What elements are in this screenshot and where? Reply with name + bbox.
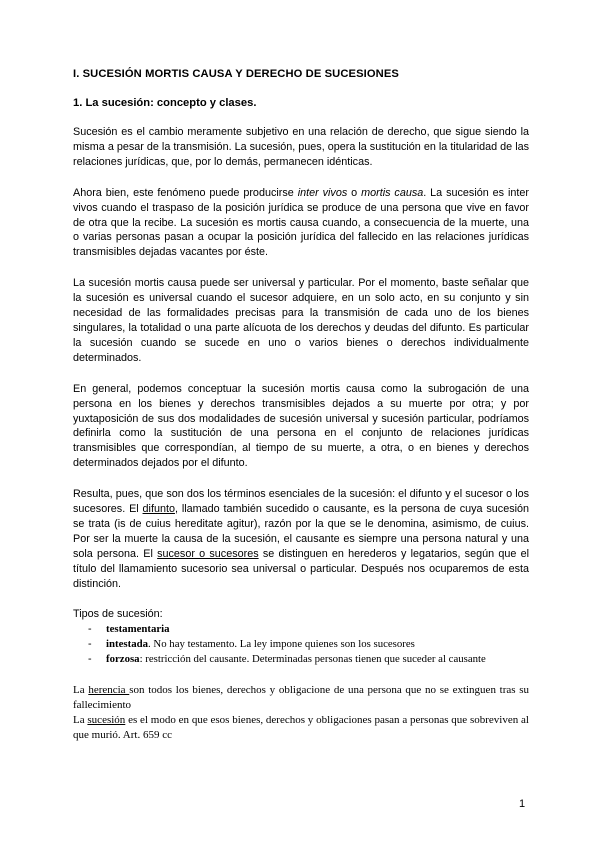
term-difunto: difunto: [142, 503, 175, 516]
term-sucesion: sucesión: [87, 714, 126, 727]
document-body: [73, 68, 529, 743]
section-heading: 1. La sucesión: concepto y clases.: [73, 97, 257, 109]
term-sucesores: sucesor o sucesores: [157, 547, 259, 560]
term-herencia: herencia: [88, 684, 130, 697]
paragraph-concepto-general: En general, podemos conceptuar la sucesión mortis causa como la subrogación de una persona en los bienes y derechos transmisibles dejados a su muerte por otra; y por yuxtaposición de sus dos modalidades de sucesión universal y sucesión particular, podríamos definirla como la sustitución de una persona en el conjunto de relaciones jurídicas transmisibles que correspondían, al tiempo de su muerte, a otra, o en bienes y derechos determinados dejados por el difunto.: [73, 382, 529, 470]
list-item: - testamentaria: [88, 623, 170, 636]
tipo-term: intestada: [106, 638, 148, 651]
page-number: 1: [519, 798, 526, 810]
paragraph-sucesion: La sucesión es el modo en que esos bienes, derechos y obligaciones pasan a personas que sobreviven al que murió. Art. 659 cc: [73, 714, 529, 742]
paragraph-terminos-esenciales: Resulta, pues, que son dos los términos esenciales de la sucesión: el difunto y el sucesor o los sucesores. El difunto, llamado también sucedido o causante, es la persona de cuya sucesión se trata (is de cuius hereditate agitur), razón por la que se le denomina, asimismo, de cuius. Por ser la muerte la causa de la sucesión, el causante es siempre una persona natural y una sola persona. El sucesor o sucesores se distinguen en herederos y legatarios, según que el título del llamamiento sucesorio sea universal o particular. Después nos ocuparemos de esta distinción.: [73, 488, 530, 590]
tipo-term: forzosa: [106, 653, 140, 666]
tipo-term: testamentaria: [106, 623, 170, 636]
paragraph-definition: Sucesión es el cambio meramente subjetivo en una relación de derecho, que sigue siendo la misma a pesar de la transmisión. La sucesión, pues, opera la sustitución en la titularidad de las relaciones jurídicas, que, por lo demás, permanecen idénticas.: [73, 126, 529, 168]
chapter-heading: I. SUCESIÓN MORTIS CAUSA Y DERECHO DE SUCESIONES: [73, 68, 399, 80]
list-item: - forzosa: restricción del causante. Determinadas personas tienen que suceder al causante: [88, 653, 486, 666]
paragraph-universal-particular: La sucesión mortis causa puede ser universal y particular. Por el momento, baste señalar que la sucesión es universal cuando el sucesor adquiere, en un solo acto, en su conjunto y sin necesidad de las formalidades precisas para la transmisión de cada uno de los bienes singulares, la totalidad o una parte alícuota de los derechos y deudas del difunto. Es particular la sucesión cuando se sucede en uno o varios bienes o derechos individualmente determinados.: [73, 277, 529, 364]
tipos-title: Tipos de sucesión:: [73, 608, 163, 621]
tipos-list: [73, 622, 529, 667]
list-item: - intestada. No hay testamento. La ley impone quienes son los sucesores: [88, 638, 415, 651]
paragraph-herencia: La herencia son todos los bienes, derechos y obligacione de una persona que no se extinguen tras su fallecimiento: [73, 684, 530, 712]
paragraph-inter-vivos-mortis-causa: Ahora bien, este fenómeno puede producirse inter vivos o mortis causa. La sucesión es inter vivos cuando el traspaso de la posición jurídica se produce de una persona que vive en favor de otra que la recibe. La sucesión es mortis causa cuando, a consecuencia de la muerte, una o varias personas pasan a ocupar la posición jurídica del fallecido en las relaciones jurídicas transmisibles dejadas vacantes por éste.: [73, 186, 530, 259]
term-mortis-causa: mortis causa: [361, 186, 424, 199]
term-inter-vivos: inter vivos: [297, 186, 348, 199]
